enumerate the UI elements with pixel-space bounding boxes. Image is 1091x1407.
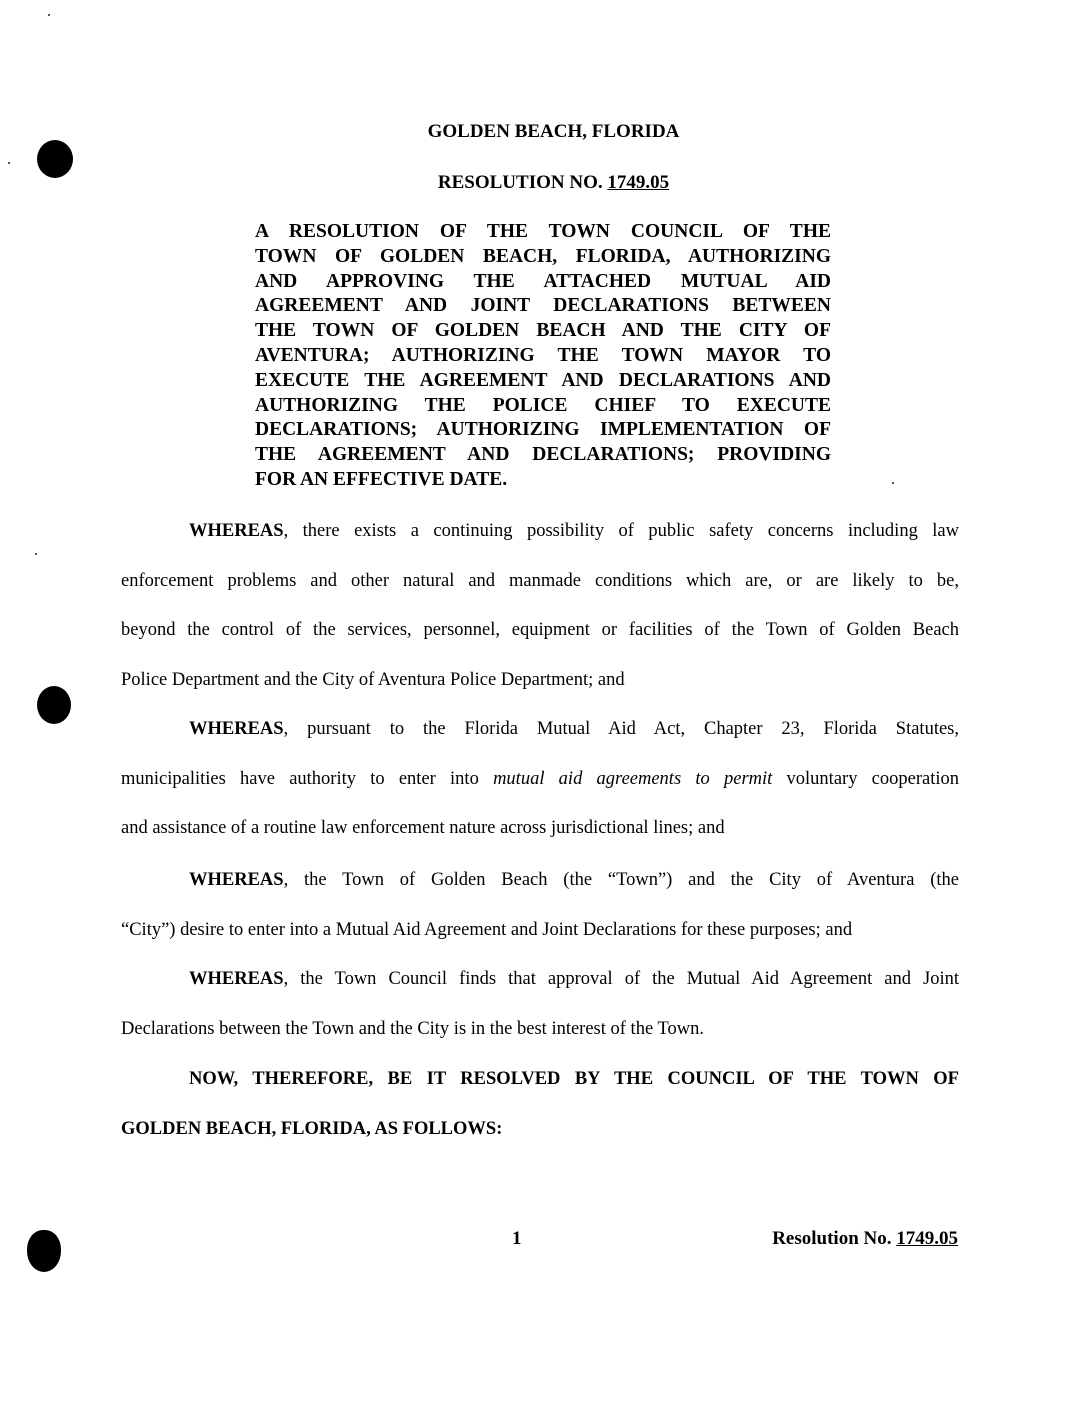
resolution-title — [255, 220, 831, 493]
italic-phrase: mutual aid agreements to permit — [493, 768, 773, 789]
title-line: A RESOLUTION OF THE TOWN COUNCIL OF THE — [255, 221, 831, 242]
title-line: THE TOWN OF GOLDEN BEACH AND THE CITY OF — [255, 320, 831, 342]
paragraph-line: and assistance of a routine law enforcement nature across jurisdictional lines; and — [121, 818, 725, 838]
paragraph-line: beyond the control of the services, personnel, equipment or facilities of the Town of Golden Beach — [121, 620, 959, 640]
punch-hole-middle — [37, 686, 71, 724]
footer-number: 1749.05 — [896, 1228, 958, 1249]
scan-speck — [8, 162, 10, 164]
whereas-paragraph-1 — [121, 507, 959, 705]
title-line: AGREEMENT AND JOINT DECLARATIONS BETWEEN — [255, 295, 831, 317]
page-number: 1 — [512, 1228, 522, 1249]
scan-speck — [35, 553, 37, 555]
paragraph-line: municipalities have authority to enter into mutual aid agreements to permit voluntary cooperation — [121, 768, 959, 789]
title-line: AVENTURA; AUTHORIZING THE TOWN MAYOR TO — [255, 344, 831, 366]
paragraph-line — [121, 955, 959, 1005]
resolved-clause — [121, 1055, 959, 1154]
resolved-line: GOLDEN BEACH, FLORIDA, AS FOLLOWS: — [121, 1118, 503, 1139]
whereas-lead: WHEREAS — [189, 719, 284, 739]
paragraph-line — [121, 507, 959, 557]
paragraph-text: , the Town of Golden Beach (the “Town”) and the City of Aventura (the — [283, 870, 959, 890]
whereas-paragraph-3 — [121, 856, 959, 955]
whereas-lead: WHEREAS — [189, 969, 284, 989]
scan-speck — [48, 14, 50, 16]
whereas-paragraph-4 — [121, 955, 959, 1054]
paragraph-text: , there exists a continuing possibility of public safety concerns including law — [283, 521, 959, 541]
paragraph-line: Police Department and the City of Aventura Police Department; and — [121, 669, 625, 690]
whereas-lead: WHEREAS — [189, 521, 284, 541]
title-line: AUTHORIZING THE POLICE CHIEF TO EXECUTE — [255, 394, 831, 416]
municipality-heading: GOLDEN BEACH, FLORIDA — [427, 121, 680, 142]
paragraph-line — [121, 856, 959, 906]
paragraph-line: “City”) desire to enter into a Mutual Aid Agreement and Joint Declarations for these purposes; and — [121, 919, 853, 940]
title-line: AND APPROVING THE ATTACHED MUTUAL AID — [255, 270, 831, 292]
resolved-line: NOW, THEREFORE, BE IT RESOLVED BY THE COUNCIL OF THE TOWN OF — [189, 1069, 959, 1089]
footer-resolution-number — [772, 1228, 958, 1250]
title-line: EXECUTE THE AGREEMENT AND DECLARATIONS AND — [255, 369, 831, 391]
paragraph-line — [121, 705, 959, 755]
paragraph-line: Declarations between the Town and the City is in the best interest of the Town. — [121, 1018, 704, 1039]
paragraph-text: , the Town Council finds that approval of the Mutual Aid Agreement and Joint — [283, 969, 959, 989]
title-line: FOR AN EFFECTIVE DATE. — [255, 468, 508, 490]
whereas-paragraph-2 — [121, 705, 959, 854]
punch-hole-bottom — [27, 1230, 61, 1272]
resolution-heading — [8, 172, 1091, 194]
scan-speck — [892, 482, 894, 484]
resolution-number: 1749.05 — [607, 172, 670, 193]
paragraph-line: enforcement problems and other natural and manmade conditions which are, or are likely to be, — [121, 570, 959, 591]
whereas-lead: WHEREAS — [189, 870, 284, 890]
title-line: DECLARATIONS; AUTHORIZING IMPLEMENTATION OF — [255, 419, 831, 441]
title-line: THE AGREEMENT AND DECLARATIONS; PROVIDING — [255, 444, 831, 466]
footer-label: Resolution No. — [772, 1228, 892, 1249]
resolution-prefix: RESOLUTION NO. — [437, 172, 603, 193]
title-line: TOWN OF GOLDEN BEACH, FLORIDA, AUTHORIZING — [255, 245, 831, 267]
paragraph-text: , pursuant to the Florida Mutual Aid Act, Chapter 23, Florida Statutes, — [283, 719, 959, 739]
